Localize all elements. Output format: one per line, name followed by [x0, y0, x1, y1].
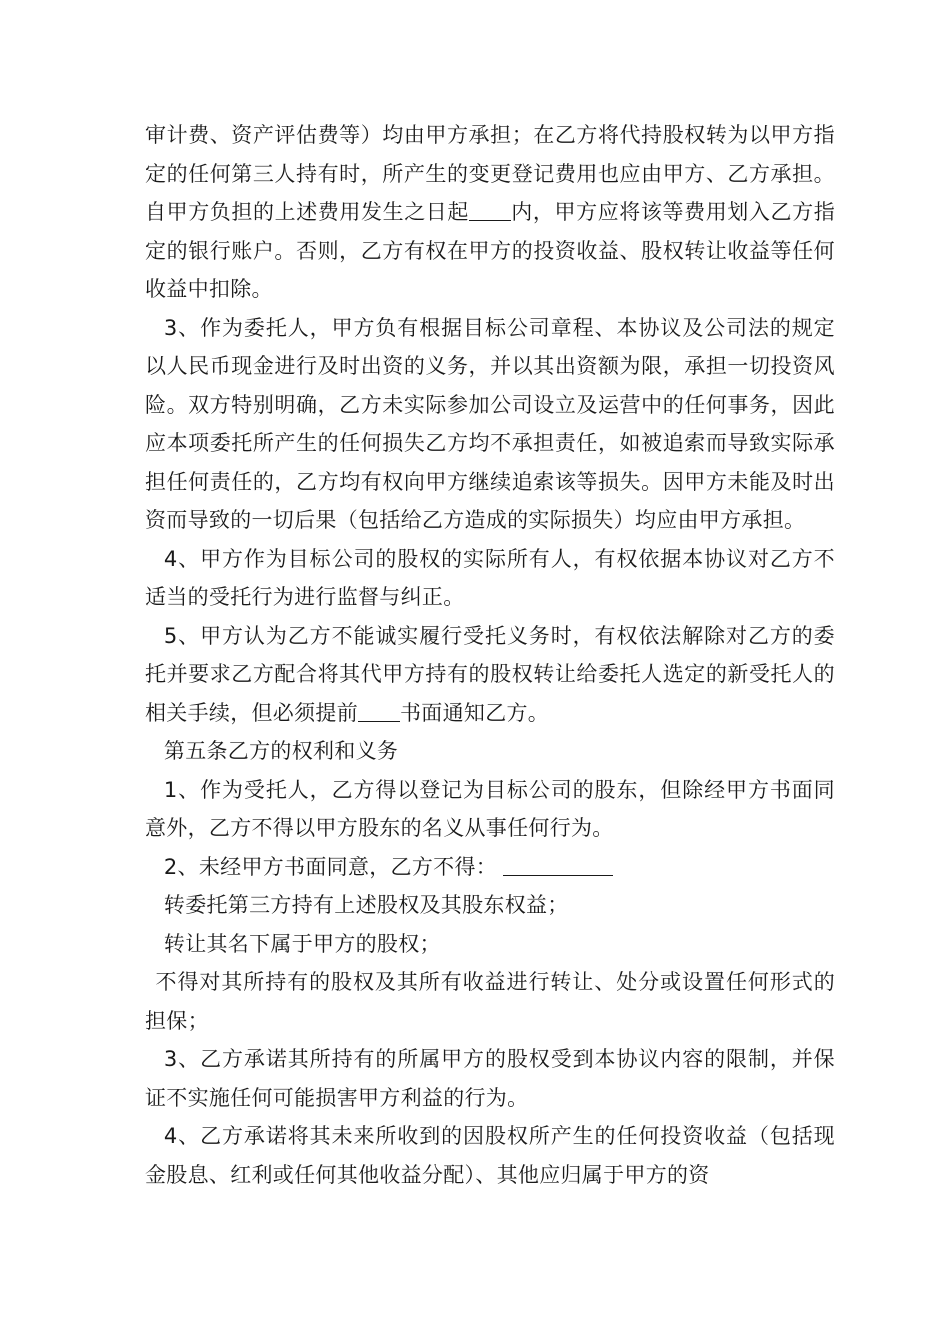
paragraph-b-item-2 — [145, 848, 835, 887]
paragraph-item-5 — [145, 617, 835, 733]
paragraph-b-item-1 — [145, 771, 835, 848]
heading-text: 第五条乙方的权利和义务 — [163, 739, 399, 763]
paragraph-b-item-3 — [145, 1040, 835, 1117]
paragraph-item-3 — [145, 309, 835, 540]
fill-in-blank — [469, 196, 511, 221]
paragraph-b-item-2a — [145, 886, 835, 925]
paragraph-text: 3、作为委托人，甲方负有根据目标公司章程、本协议及公司法的规定以人民币现金进行及时出资的义务，并以其出资额为限，承担一切投资风险。双方特别明确，乙方未实际参加公司设立及运营中的任何事务，因此应本项委托所产生的任何损失乙方均不承担责任，如被追索而导致实际承担任何责任的，乙方均有权向甲方继续追索该等损失。因甲方未能及时出资而导致的一切后果（包括给乙方造成的实际损失）均应由甲方承担。 — [145, 315, 835, 532]
paragraph-text: 1、作为受托人，乙方得以登记为目标公司的股东，但除经甲方书面同意外，乙方不得以甲方股东的名义从事任何行为。 — [145, 777, 835, 840]
article-heading — [145, 732, 835, 771]
paragraph-b-item-4 — [145, 1117, 835, 1194]
paragraph-b-item-2c — [145, 963, 835, 1040]
paragraph-text: 不得对其所持有的股权及其所有收益进行转让、处分或设置任何形式的担保； — [145, 970, 835, 1033]
paragraph-text-after-blank: 书面通知乙方。 — [400, 700, 550, 725]
paragraph-text-after-blank: 内，甲方应将该等费用划入乙方指定的银行账户。否则，乙方有权在甲方的投资收益、股权转让收益等任何收益中扣除。 — [145, 200, 835, 301]
paragraph-text: 2、未经甲方书面同意，乙方不得： — [163, 854, 498, 879]
paragraph-text: 转委托第三方持有上述股权及其股东权益； — [163, 893, 569, 917]
paragraph-b-item-2b — [145, 925, 835, 964]
paragraph-text: 4、乙方承诺将其未来所收到的因股权所产生的任何投资收益（包括现金股息、红利或任何其他收益分配）、其他应归属于甲方的资 — [145, 1124, 835, 1187]
paragraph-text: 4、甲方作为目标公司的股权的实际所有人，有权依据本协议对乙方不适当的受托行为进行监督与纠正。 — [145, 546, 835, 609]
paragraph-continued — [145, 116, 835, 309]
paragraph-text: 5、甲方认为乙方不能诚实履行受托义务时，有权依法解除对乙方的委托并要求乙方配合将其代甲方持有的股权转让给委托人选定的新受托人的相关手续，但必须提前 — [145, 623, 835, 725]
fill-in-blank — [503, 851, 613, 876]
paragraph-item-4 — [145, 540, 835, 617]
paragraph-text: 转让其名下属于甲方的股权； — [163, 931, 441, 956]
paragraph-text: 3、乙方承诺其所持有的所属甲方的股权受到本协议内容的限制，并保证不实施任何可能损害甲方利益的行为。 — [145, 1047, 835, 1110]
paragraph-text: 审计费、资产评估费等）均由甲方承担；在乙方将代持股权转为以甲方指定的任何第三人持有时，所产生的变更登记费用也应由甲方、乙方承担。自甲方负担的上述费用发生之日起 — [145, 123, 835, 224]
document-body — [145, 116, 835, 1194]
fill-in-blank — [358, 697, 400, 722]
